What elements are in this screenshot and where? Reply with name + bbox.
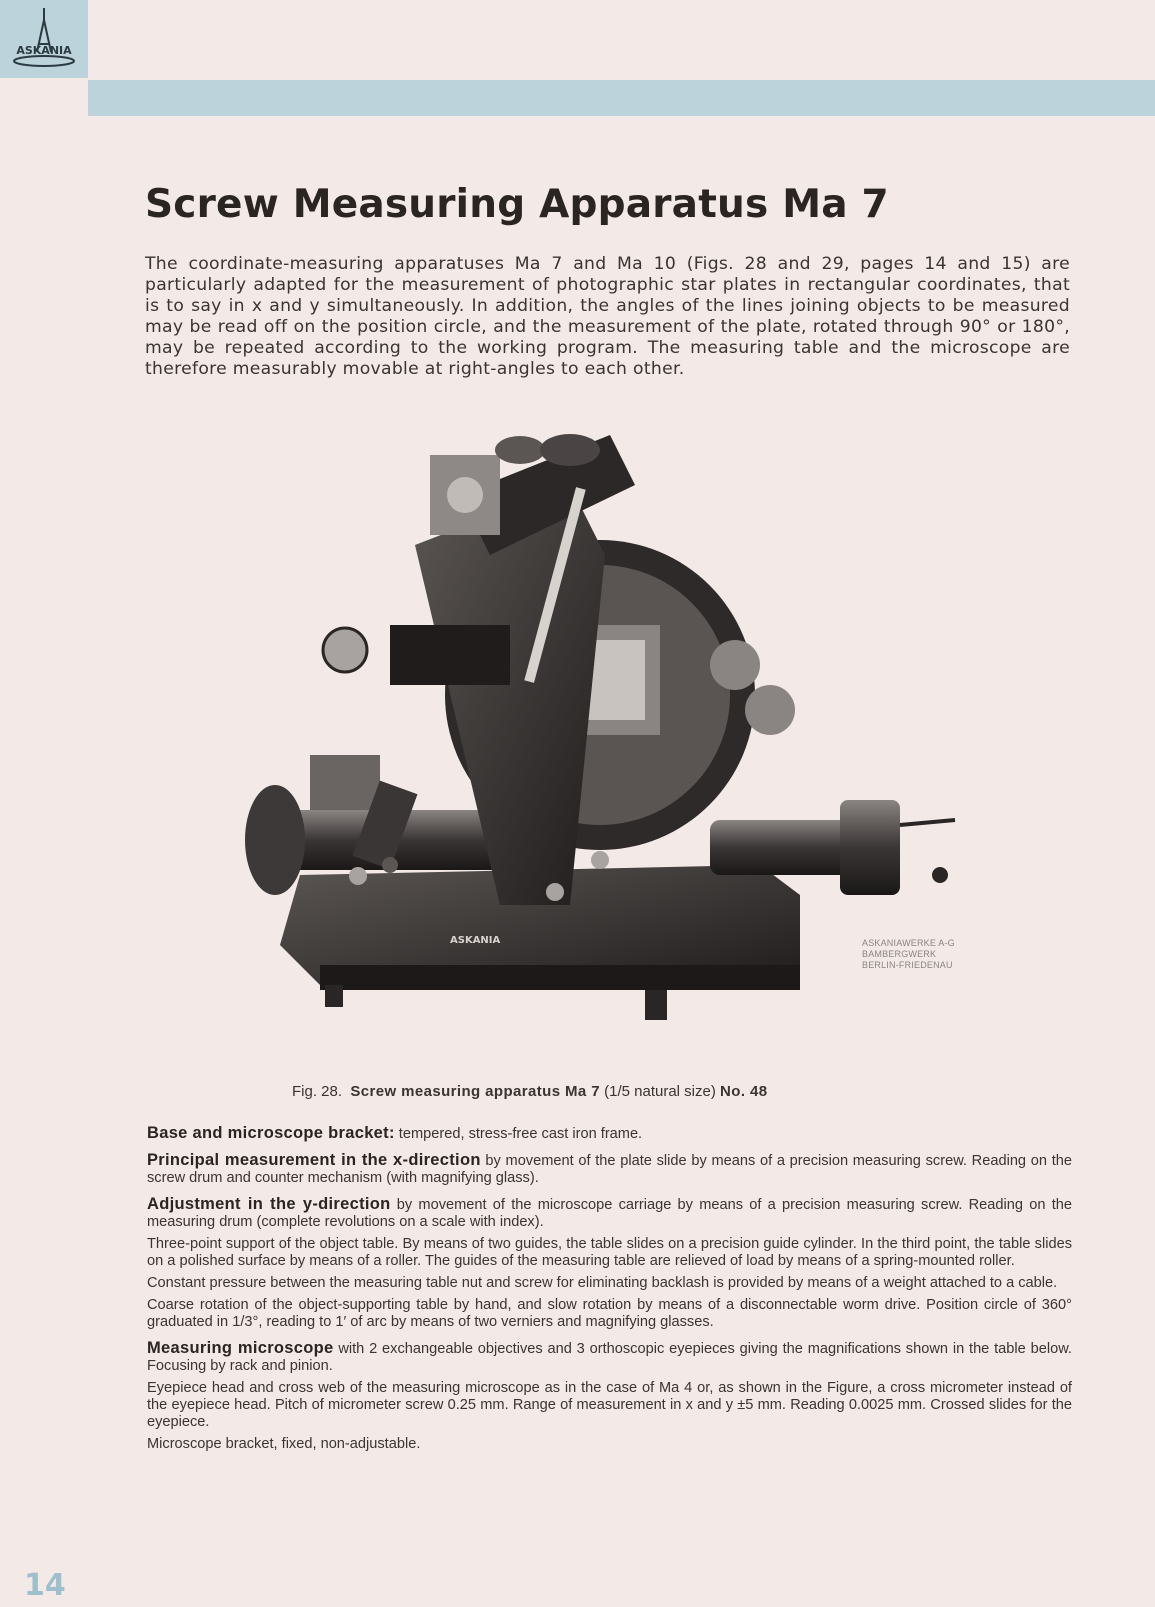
specifications-list	[147, 1125, 1072, 1457]
spec-item: Constant pressure between the measuring table nut and screw for eliminating backlash is provided by means of a weight attached to a cable.	[147, 1275, 1058, 1291]
figure-scale: (1/5 natural size)	[604, 1083, 716, 1100]
spec-item: Eyepiece head and cross web of the measuring microscope as in the case of Ma 4 or, as shown in the Figure, a cross micrometer instead of the eyepiece head. Pitch of micrometer screw 0.25 mm. Range of measurement in x and y ±5 mm. Reading 0.0025 mm. Crossed slides for the eyepiece.	[147, 1380, 1072, 1430]
page-number: 14	[24, 1568, 66, 1603]
askania-logo	[0, 0, 88, 78]
intro-paragraph: The coordinate-measuring apparatuses Ma 7 and Ma 10 (Figs. 28 and 29, pages 14 and 15) are particularly adapted for the measurement of photographic star plates in rectangular coordinates, that is to say in x and y simultaneously. In addition, the angles of the lines joining objects to be measured may be read off on the position circle, and the measurement of the plate, rotated through 90° or 180°, may be repeated according to the working program. The measuring table and the microscope are therefore measurably movable at right-angles to each other.	[145, 254, 1070, 379]
header-accent-bar	[88, 80, 1155, 116]
spec-item: Adjustment in the y-direction by movement of the microscope carriage by means of a precision measuring screw. Reading on the measuring drum (complete revolutions on a scale with index).	[147, 1195, 1073, 1230]
page-title: Screw Measuring Apparatus Ma 7	[145, 182, 889, 227]
spec-item: Base and microscope bracket: tempered, stress-free cast iron frame.	[147, 1124, 643, 1142]
svg-text:ASKANIA: ASKANIA	[16, 44, 72, 57]
figure-label: Fig. 28.	[292, 1083, 343, 1100]
figure-name: Screw measuring apparatus Ma 7	[350, 1083, 600, 1100]
figure-caption	[292, 1083, 767, 1100]
spec-item: Coarse rotation of the object-supporting table by hand, and slow rotation by means of a disconnectable worm drive. Position circle of 360° graduated in 1/3°, reading to 1′ of arc by means of two verniers and magnifying glasses.	[147, 1297, 1072, 1330]
spec-item: Measuring microscope with 2 exchangeable objectives and 3 orthoscopic eyepieces giving the magnifications shown in the table below. Focusing by rack and pinion.	[147, 1339, 1072, 1374]
spec-item: Microscope bracket, fixed, non-adjustable.	[147, 1436, 421, 1452]
figure-number: No. 48	[720, 1083, 768, 1100]
spec-item: Principal measurement in the x-direction by movement of the plate slide by means of a precision measuring screw. Reading on the screw drum and counter mechanism (with magnifying glass).	[147, 1151, 1072, 1186]
base-logo: ASKANIA	[450, 935, 501, 946]
askania-crown-icon	[9, 6, 79, 72]
maker-mark: ASKANIAWERKE A-G BAMBERGWERK BERLIN-FRIEDENAU	[862, 938, 955, 970]
spec-item: Three-point support of the object table. By means of two guides, the table slides on a precision guide cylinder. In the third point, the table slides on a polished surface by means of a roller. The guides of the measuring table are relieved of load by means of a spring-mounted roller.	[147, 1236, 1072, 1269]
